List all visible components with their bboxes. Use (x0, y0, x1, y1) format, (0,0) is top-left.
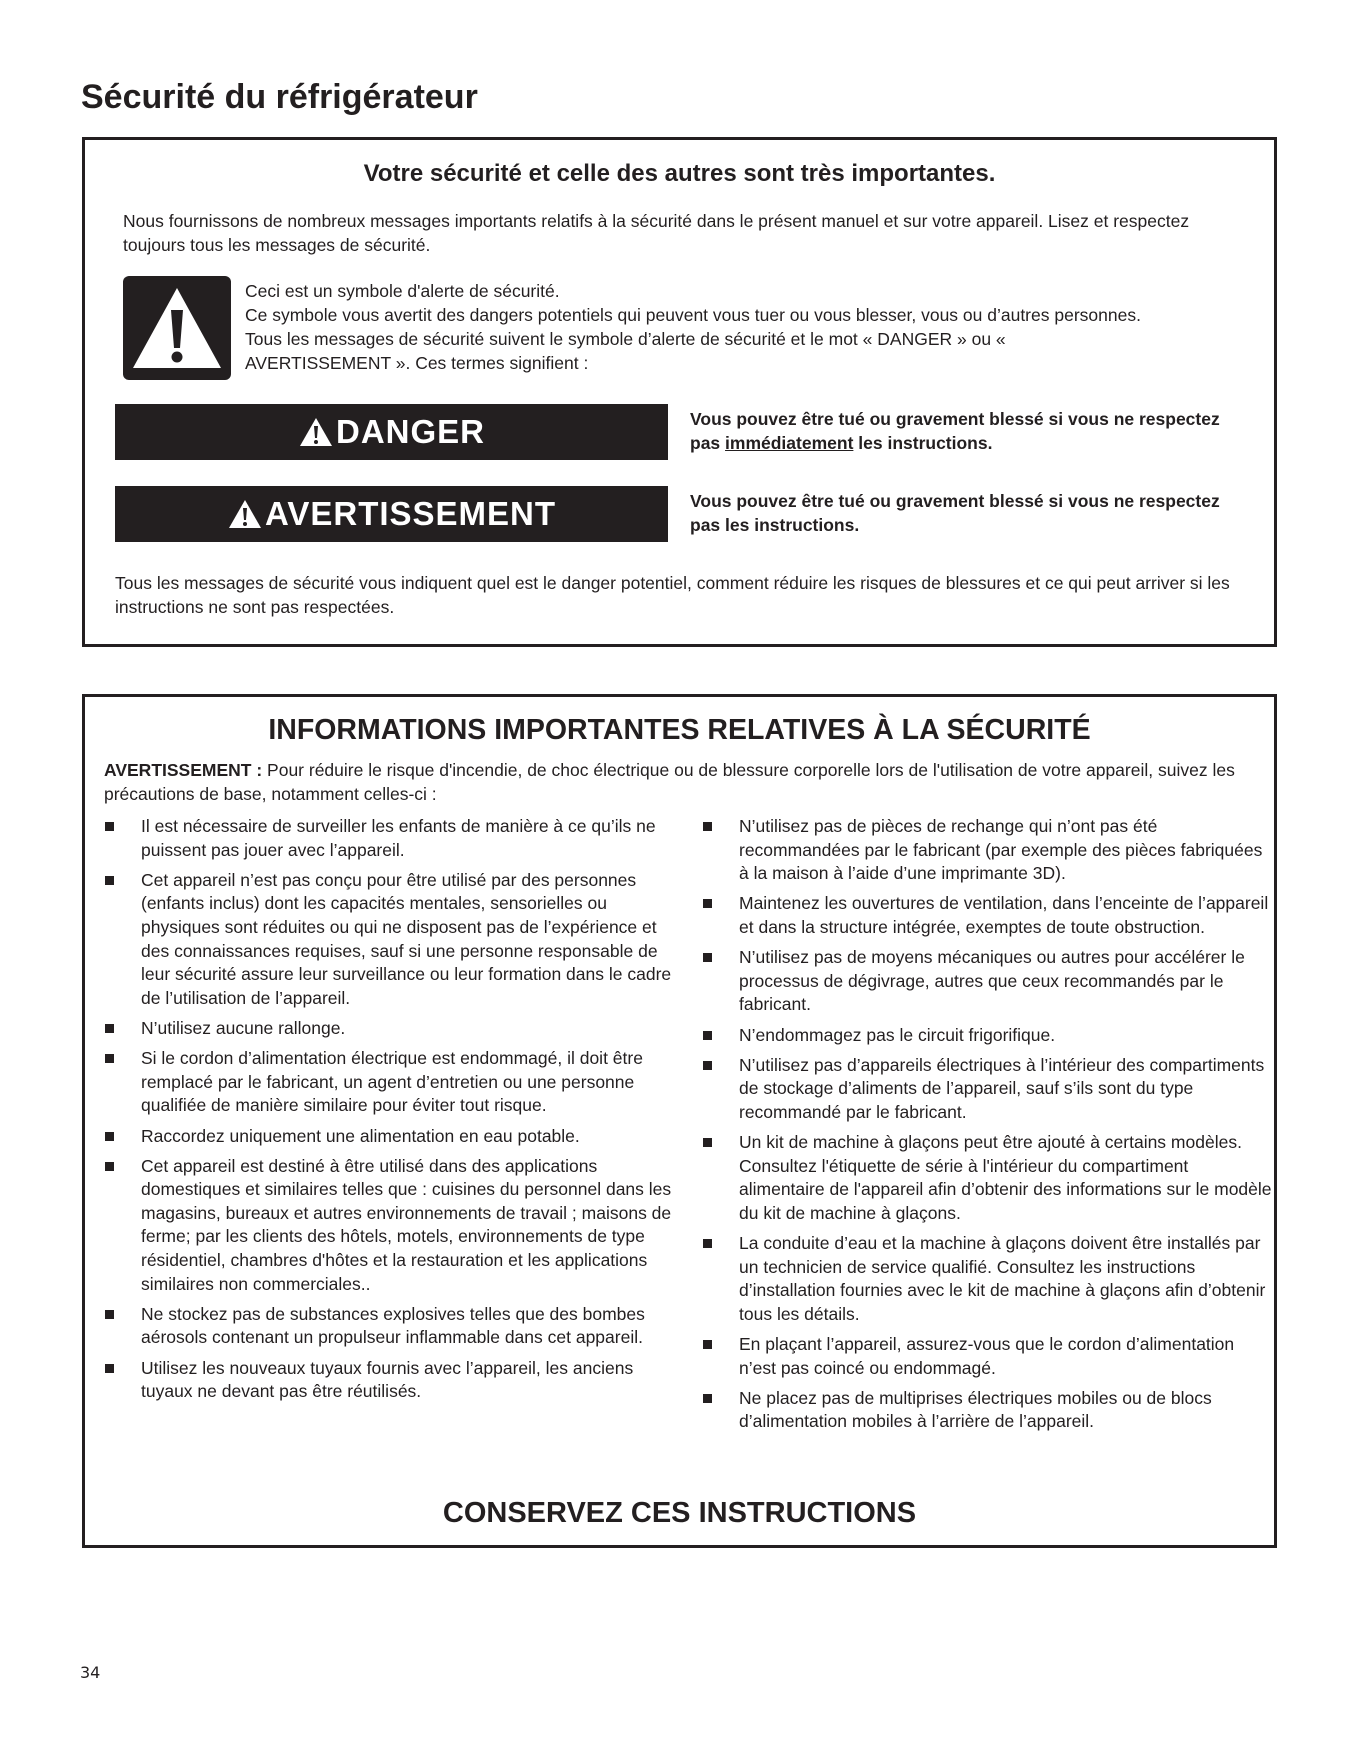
bullet-icon (105, 876, 114, 885)
list-item (702, 1333, 1272, 1380)
list-item (104, 1017, 684, 1041)
danger-description (690, 407, 1250, 455)
left-precautions-list (104, 815, 684, 1410)
list-item-text: Utilisez les nouveaux tuyaux fournis avec l’appareil, les anciens tuyaux ne devant pas être réutilisés. (141, 1357, 634, 1402)
danger-label: DANGER (335, 413, 485, 450)
alert-line: Tous les messages de sécurité suivent le symbole d’alerte de sécurité et le mot « DANGER » ou « AVERTISSEMENT ». Ces termes signifient : (245, 329, 1006, 373)
alert-symbol-explanation (245, 279, 1275, 375)
bullet-icon (703, 953, 712, 962)
list-item-text: N’utilisez pas de pièces de rechange qui n’ont pas été recommandées par le fabricant (par exemple des pièces fabriquées à la maison à l’aide d’une imprimante 3D). (739, 816, 1263, 884)
info-intro-text: Pour réduire le risque d'incendie, de choc électrique ou de blessure corporelle lors de l'utilisation de votre appareil, suivez les précautions de base, notamment celles-ci : (104, 760, 1235, 804)
warning-label-inline: AVERTISSEMENT : (104, 760, 263, 780)
list-item-text: N’endommagez pas le circuit frigorifique. (739, 1024, 1056, 1045)
safety-notice-box (82, 137, 1277, 647)
danger-signal-bar (115, 404, 668, 460)
list-item-text: N’utilisez aucune rallonge. (141, 1017, 346, 1038)
list-item-text: En plaçant l’appareil, assurez-vous que le cordon d’alimentation n’est pas coincé ou endommagé. (739, 1334, 1235, 1378)
list-item (104, 869, 684, 1011)
important-safety-info-box (82, 694, 1277, 1548)
list-item-text: Maintenez les ouvertures de ventilation, dans l’enceinte de l’appareil et dans la structure intégrée, exemptes de toute obstruction. (739, 893, 1269, 937)
page-title: Sécurité du réfrigérateur (81, 78, 478, 116)
safety-outro: Tous les messages de sécurité vous indiquent quel est le danger potentiel, comment réduire les risques de blessures et ce qui peut arriver si les instructions ne sont pas respectées. (115, 573, 1230, 617)
list-item (104, 1303, 684, 1350)
list-item (104, 1155, 684, 1297)
list-item (702, 946, 1272, 1017)
list-item (702, 1054, 1272, 1125)
bullet-icon (105, 1310, 114, 1319)
save-instructions-footer: CONSERVEZ CES INSTRUCTIONS (442, 1497, 917, 1529)
danger-alert-icon (298, 416, 334, 448)
list-item-text: Ne stockez pas de substances explosives telles que des bombes aérosols contenant un propulseur inflammable dans cet appareil. (141, 1303, 645, 1348)
list-item-text: N’utilisez pas de moyens mécaniques ou autres pour accélérer le processus de dégivrage, autres que ceux recommandés par le fabricant. (739, 947, 1245, 1015)
list-item-text: Si le cordon d’alimentation électrique est endommagé, il doit être remplacé par le fabricant, un agent d’entretien ou une personne qualifiée de manière similaire pour éviter tout risque. (141, 1048, 643, 1116)
bullet-icon (703, 822, 712, 831)
list-item-text: N’utilisez pas d’appareils électriques à l’intérieur des compartiments de stockage d’aliments de l’appareil, sauf s’ils sont du type recommandé par le fabricant. (739, 1054, 1265, 1122)
list-item-text: Un kit de machine à glaçons peut être ajouté à certains modèles. Consultez l'étiquette de série à l'intérieur du compartiment alimentaire de l'appareil afin d’obtenir des informations sur le modèle du kit de machine à glaçons. (739, 1132, 1272, 1223)
bullet-icon (105, 1364, 114, 1373)
bullet-icon (703, 899, 712, 908)
page-number: 34 (80, 1663, 101, 1682)
bullet-icon (105, 1132, 114, 1141)
bullet-icon (105, 1162, 114, 1171)
list-item-text: Cet appareil n’est pas conçu pour être utilisé par des personnes (enfants inclus) dont les capacités mentales, sensorielles ou physiques sont réduites ou qui ne disposent pas de l’expérience et des connaissances requises, sauf si une personne responsable de leur sécurité assure leur surveillance ou leur formation dans le cadre de l’utilisation de l’appareil. (141, 869, 672, 1008)
safety-alert-triangle-icon (123, 276, 231, 380)
bullet-icon (703, 1138, 712, 1147)
list-item-text: Cet appareil est destiné à être utilisé dans des applications domestiques et similaires telles que : cuisines du personnel dans les magasins, bureaux et autres environnements de travail ; maisons de ferme; par les clients des hôtels, motels, environnements de type résidentiel, chambres d'hôtes et la restauration et les applications similaires non commerciales.. (141, 1155, 672, 1294)
bullet-icon (703, 1061, 712, 1070)
alert-line: Ce symbole vous avertit des dangers potentiels qui peuvent vous tuer ou vous blesser, vous ou d’autres personnes. (245, 305, 1141, 325)
list-item-text: Ne placez pas de multiprises électriques mobiles ou de blocs d’alimentation mobiles à l’arrière de l’appareil. (739, 1387, 1212, 1432)
list-item (104, 1125, 684, 1149)
bullet-icon (703, 1394, 712, 1403)
alert-line: Ceci est un symbole d'alerte de sécurité. (245, 281, 560, 301)
list-item-text: Raccordez uniquement une alimentation en eau potable. (141, 1125, 580, 1146)
info-heading: INFORMATIONS IMPORTANTES RELATIVES À LA SÉCURITÉ (268, 714, 1091, 746)
list-item (702, 815, 1272, 886)
bullet-icon (105, 1054, 114, 1063)
bullet-icon (703, 1031, 712, 1040)
warning-alert-icon (227, 498, 263, 530)
list-item-text: La conduite d’eau et la machine à glaçons doivent être installés par un technicien de service qualifié. Consultez les instructions d’installation fournies avec le kit de machine à glaçons afin d’obtenir tous les détails. (739, 1233, 1266, 1324)
list-item-text: Il est nécessaire de surveiller les enfants de manière à ce qu’ils ne puissent pas jouer avec l’appareil. (141, 816, 656, 860)
bullet-icon (703, 1239, 712, 1248)
warning-description: Vous pouvez être tué ou gravement blessé si vous ne respectez pas les instructions. (690, 491, 1220, 535)
danger-desc-text-end: les instructions. (853, 433, 993, 453)
danger-desc-text: Vous pouvez être tué ou gravement blessé si vous ne respectez pas (690, 409, 1220, 453)
list-item (104, 1047, 684, 1118)
list-item (702, 1131, 1272, 1225)
bullet-icon (703, 1340, 712, 1349)
list-item (104, 1357, 684, 1404)
safety-heading: Votre sécurité et celle des autres sont très importantes. (363, 160, 996, 187)
danger-desc-emphasis: immédiatement (725, 433, 854, 453)
bullet-icon (105, 822, 114, 831)
list-item (104, 815, 684, 862)
info-intro (104, 758, 1254, 806)
warning-label: AVERTISSEMENT (264, 495, 557, 532)
list-item (702, 1232, 1272, 1326)
safety-intro: Nous fournissons de nombreux messages importants relatifs à la sécurité dans le présent manuel et sur votre appareil. Lisez et respectez toujours tous les messages de sécurité. (123, 211, 1190, 255)
list-item (702, 892, 1272, 939)
warning-signal-bar (115, 486, 668, 542)
bullet-icon (105, 1024, 114, 1033)
list-item (702, 1024, 1272, 1048)
right-precautions-list (702, 815, 1272, 1441)
list-item (702, 1387, 1272, 1434)
